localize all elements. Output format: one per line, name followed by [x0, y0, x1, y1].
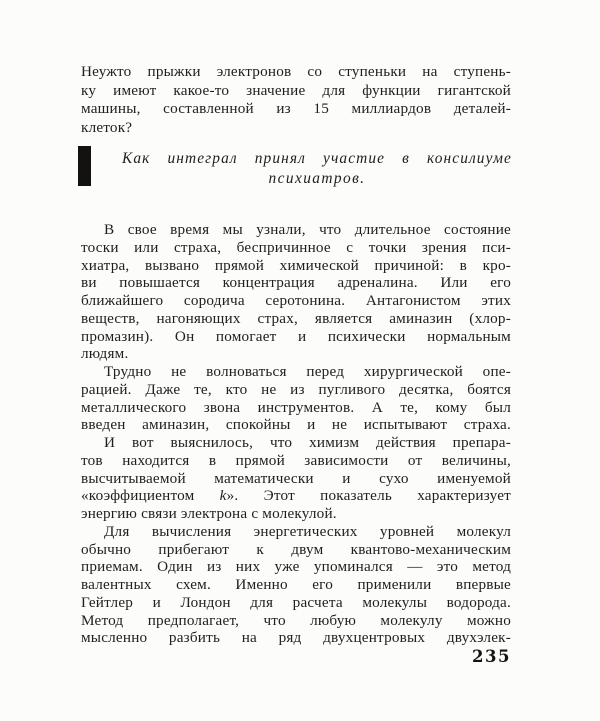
- text-line: мысленно разбить на ряд двухцентровых двухэлек-: [81, 629, 511, 647]
- text-line: ближайшего сородича серотонина. Антагонистом этих: [81, 292, 511, 309]
- text-line: В свое время мы узнали, что длительное состояние: [104, 221, 511, 238]
- text-line: хиатра, вызвано прямой химической причиной: в кро-: [81, 256, 511, 274]
- text-line: тов находится в прямой зависимости от величины,: [81, 451, 511, 469]
- k-line-post: ». Этот показатель характеризует: [226, 487, 511, 505]
- section-heading-line: Как интеграл принял участие в консилиуме: [122, 150, 512, 167]
- text-line: [81, 487, 511, 505]
- body-text: [81, 221, 511, 647]
- coefficient-k: k: [219, 487, 227, 505]
- text-line: обычно прибегают к двум квантово-механическим: [81, 540, 511, 558]
- text-line: Для вычисления энергетических уровней молекул: [104, 522, 511, 540]
- text-line: ви повышается концентрация адреналина. Или его: [81, 274, 511, 292]
- section-heading-line: психиатров.: [268, 170, 366, 188]
- text-line: людям.: [81, 345, 129, 363]
- intro-paragraph: [81, 63, 511, 137]
- text-line: Метод предполагает, что любую молекулу можно: [81, 611, 511, 629]
- text-line: металлического звона инструментов. А те, кому был: [81, 398, 511, 416]
- text-line: Трудно не волноваться перед хирургической опе-: [104, 363, 511, 380]
- text-line: машины, составленной из 15 миллиардов деталей-: [81, 100, 511, 118]
- k-line-pre: «коэффициентом: [81, 487, 220, 505]
- text-line: промазин). Он помогает и психически нормальным: [81, 327, 511, 345]
- text-line: приемам. Один из них уже упоминался — это метод: [81, 558, 511, 576]
- section-marker-bar: [78, 146, 91, 186]
- text-line: клеток?: [81, 118, 133, 136]
- text-line: веществ, нагоняющих страх, является аминазин (хлор-: [81, 309, 511, 327]
- text-line: высчитываемой математически и сухо именуемой: [81, 469, 511, 487]
- text-line: Гейтлер и Лондон для расчета молекулы водорода.: [81, 593, 511, 611]
- text-line: ку имеют какое-то значение для функции гигантской: [81, 81, 511, 99]
- text-line: валентных схем. Именно его применили впервые: [81, 576, 511, 593]
- text-line: Неужто прыжки электронов со ступеньки на ступень-: [81, 63, 511, 80]
- text-line: энергию связи электрона с молекулой.: [81, 505, 337, 522]
- page-number: 235: [472, 647, 511, 666]
- text-line: введен аминазин, спокойны и не испытывают страха.: [81, 416, 511, 434]
- text-line: И вот выяснилось, что химизм действия препара-: [104, 434, 511, 451]
- text-line: тоски или страха, беспричинное с точки зрения пси-: [81, 238, 511, 256]
- section-heading: [122, 149, 512, 190]
- text-line: рацией. Даже те, кто не из пугливого десятка, боятся: [81, 380, 511, 398]
